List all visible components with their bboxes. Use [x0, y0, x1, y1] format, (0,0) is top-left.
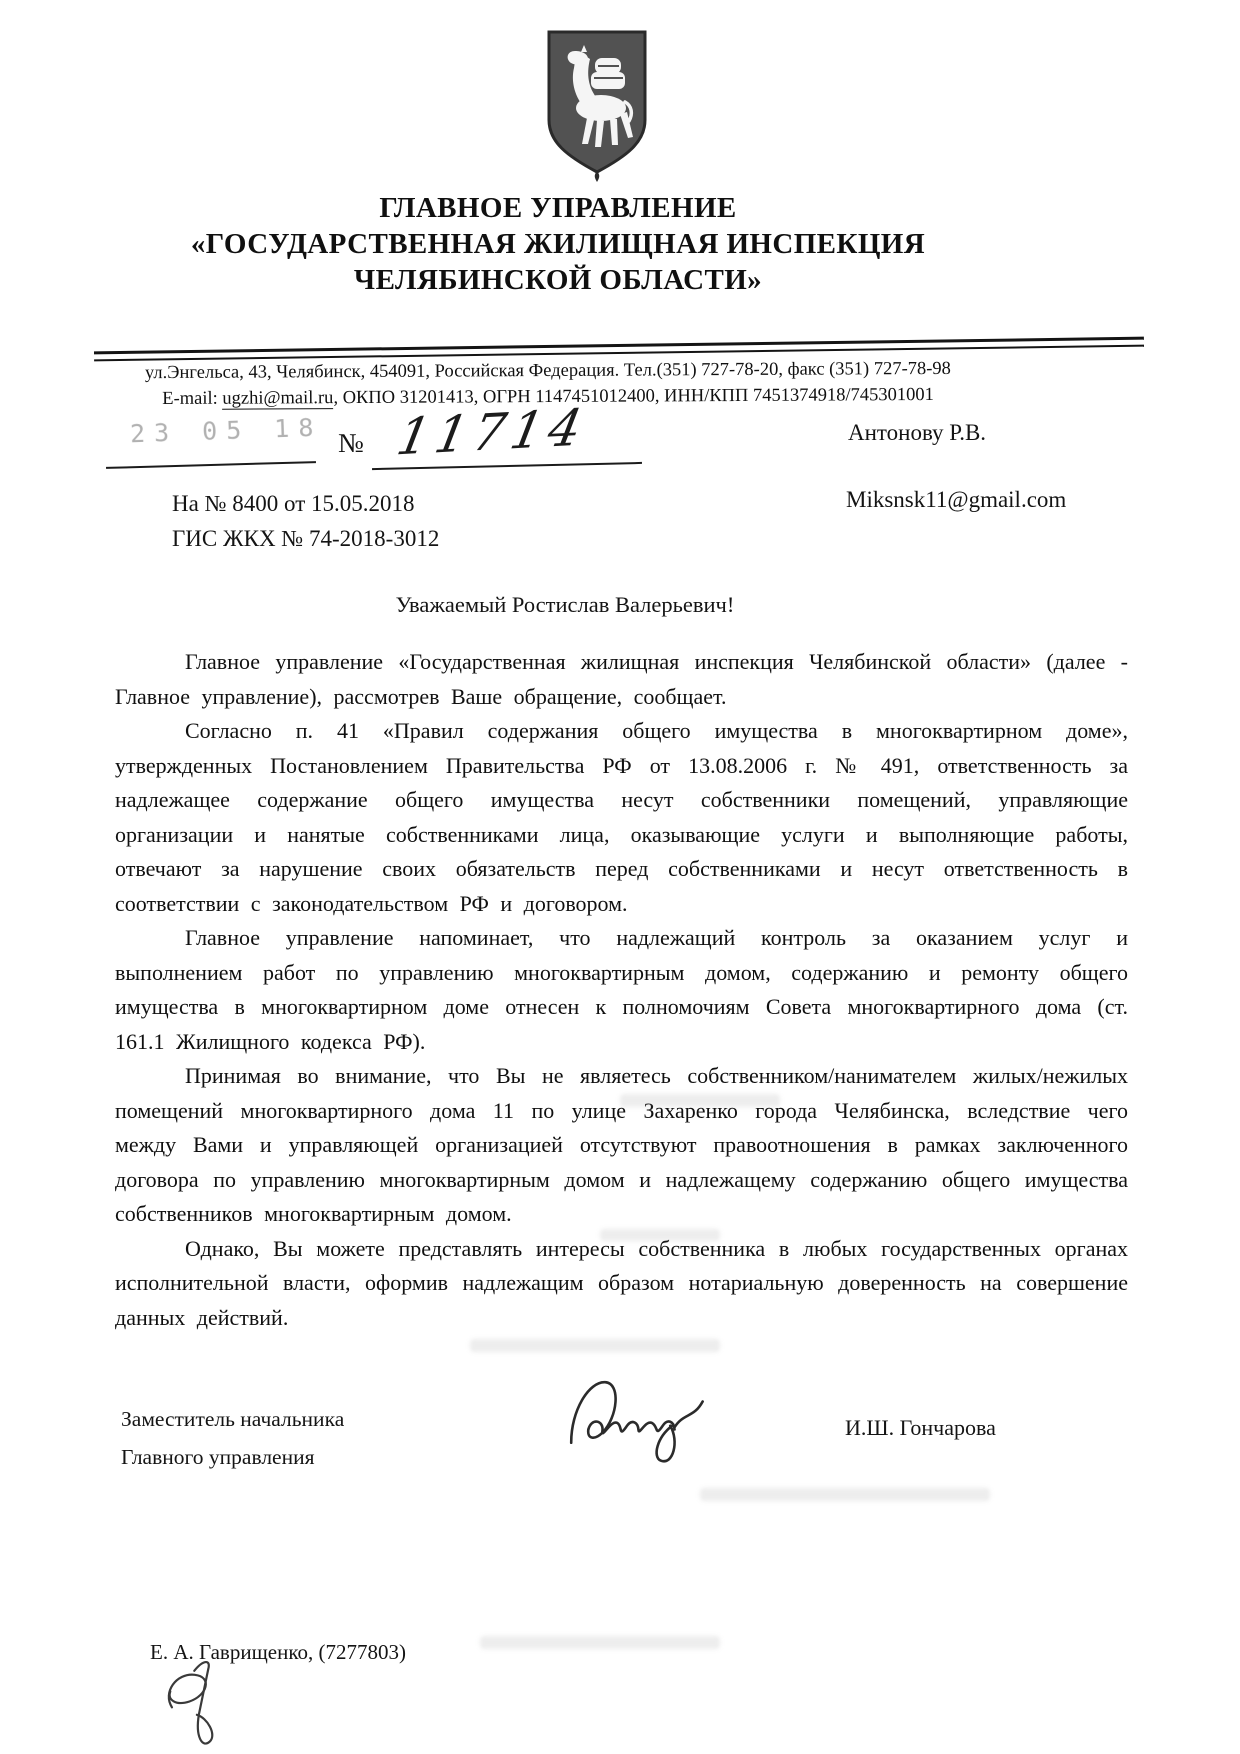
handwritten-signature — [548, 1354, 786, 1490]
org-name-line-1: ГЛАВНОЕ УПРАВЛЕНИЕ — [379, 192, 737, 224]
stamp-underline — [106, 461, 316, 469]
scan-artifact — [600, 1229, 720, 1241]
outgoing-number-label: № — [338, 428, 364, 458]
handwritten-outgoing-number — [390, 392, 643, 471]
signatory-position-line-1: Заместитель начальника — [121, 1407, 345, 1431]
org-address-line: ул.Энгельса, 43, Челябинск, 454091, Российская Федерация. Тел.(351) 727-78-20, факс (351) 727-78-98 — [144, 358, 951, 384]
signatory-position-line-2: Главного управления — [121, 1445, 315, 1469]
executor-initials-scribble — [153, 1644, 294, 1754]
handwritten-number-text: 11714 — [392, 397, 593, 467]
salutation: Уважаемый Ростислав Валерьевич! — [395, 592, 735, 617]
body-paragraph-5: Однако, Вы можете представлять интересы собственника в любых государственных органах исполнительной власти, оформив надлежащим образом нотариальную доверенность на совершение данных действий. — [115, 1235, 1128, 1330]
org-requisites: , ОКПО 31201413, ОГРН 1147451012400, ИНН/КПП 7451374918/745301001 — [333, 384, 934, 409]
scan-artifact — [700, 1488, 990, 1501]
org-name-line-2: «ГОСУДАРСТВЕННАЯ ЖИЛИЩНАЯ ИНСПЕКЦИЯ — [190, 228, 926, 260]
scan-artifact — [480, 1636, 720, 1649]
body-paragraph-3: Главное управление напоминает, что надлежащий контроль за оказанием услуг и выполнением работ по управлению многоквартирным домом, содержанию и ремонту общего имущества в многоквартирном доме отнесен к полномочиям Совета многоквартирного дома (ст. 161.1 Жилищного кодекса РФ). — [115, 925, 1128, 1054]
executor-line: Е. А. Гаврищенко, (7277803) — [150, 1640, 406, 1664]
org-name-line-3: ЧЕЛЯБИНСКОЙ ОБЛАСТИ» — [353, 264, 763, 296]
email-label: E-mail: — [162, 388, 223, 410]
gis-zhkh-reference: ГИС ЖКХ № 74-2018-3012 — [172, 526, 440, 551]
date-stamp: 23 05 18 — [129, 412, 323, 449]
body-paragraph-4: Принимая во внимание, что Вы не являетесь собственником/нанимателем жилых/нежилых помещений многоквартирного дома 11 по улице Захаренко города Челябинска, вследствие чего между Вами и управляющей организацией отсутствуют правоотношения в рамках заключенного договора по управлению многоквартирным домом и надлежащему содержанию общего имущества собственников многоквартирным домом. — [115, 1063, 1128, 1226]
body-paragraph-2: Согласно п. 41 «Правил содержания общего имущества в многоквартирном доме», утвержденных Постановлением Правительства РФ от 13.08.2006 г. № 491, ответственность за надлежащее содержание общего имущества несут собственники помещений, управляющие организации и нанятые собственниками лица, оказывающие услуги и выполняющие работы, отвечают за нарушение своих обязательств перед собственниками и несут ответственность в соответствии с законодательством РФ и договором. — [115, 718, 1128, 916]
org-email: ugzhi@mail.ru — [222, 388, 334, 409]
scan-artifact — [470, 1339, 720, 1352]
camel-shield-icon — [536, 26, 658, 182]
signatory-position — [121, 1400, 344, 1476]
reply-reference: На № 8400 от 15.05.2018 — [172, 491, 415, 516]
scan-artifact — [620, 1094, 780, 1107]
recipient-email: Miksnsk11@gmail.com — [846, 487, 1067, 512]
signatory-name: И.Ш. Гончарова — [845, 1415, 996, 1440]
recipient-name: Антонову Р.В. — [848, 420, 987, 445]
coat-of-arms-emblem — [536, 26, 658, 182]
body-paragraph-1: Главное управление «Государственная жилищная инспекция Челябинской области» (далее - Главное управление), рассмотрев Ваше обращение, сообщает. — [115, 649, 1128, 709]
org-name — [0, 190, 1178, 298]
